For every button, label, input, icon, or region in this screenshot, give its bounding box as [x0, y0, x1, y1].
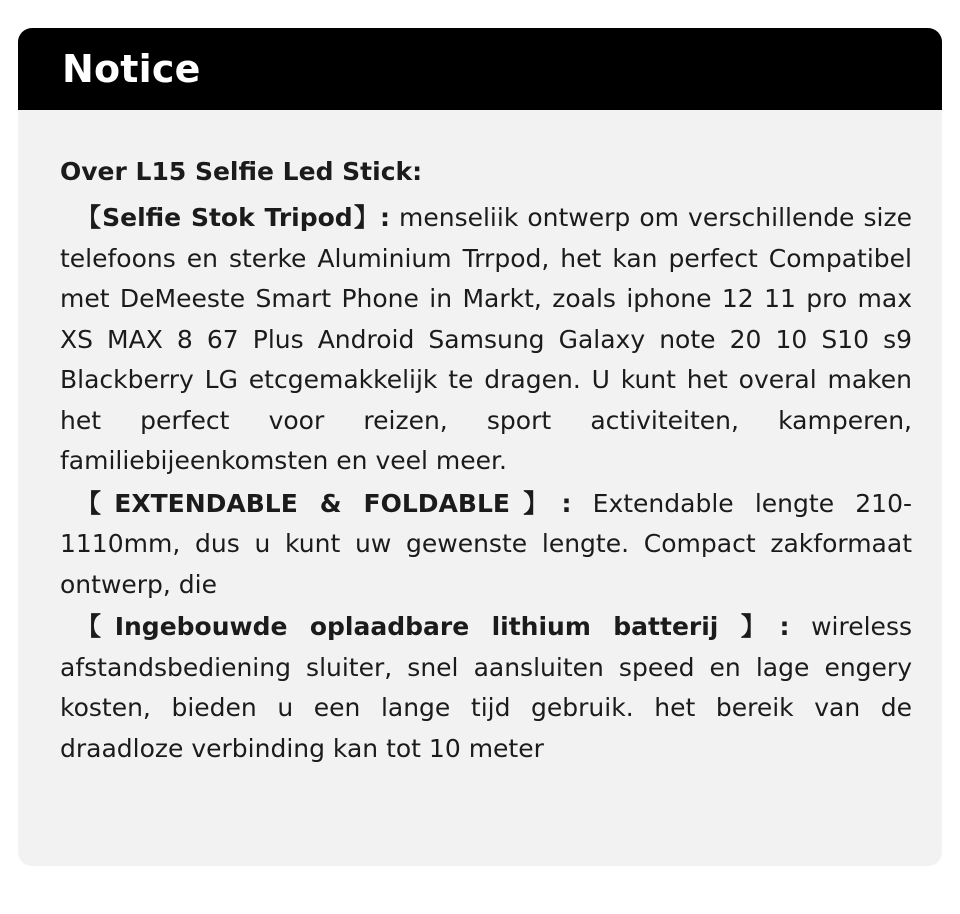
notice-header [18, 28, 942, 110]
feature-paragraph-battery [60, 607, 912, 769]
feature-paragraph-extendable [60, 484, 912, 606]
product-section-title: Over L15 Selfie Led Stick: [60, 157, 423, 186]
feature-text-battery: wireless afstandsbediening sluiter, snel aansluiten speed en lage engery kosten, bieden u een lange tijd gebruik. het bereik van de draadloze verbinding kan tot 10 meter [60, 612, 912, 763]
feature-text-tripod: menseliik ontwerp om verschillende size telefoons en sterke Aluminium Trrpod, het kan perfect Compatibel met DeMeeste Smart Phone in Markt, zoals iphone 12 11 pro max XS MAX 8 67 Plus Android Samsung Galaxy note 20 10 S10 s9 Blackberry LG etcgemakkelijk te dragen. U kunt het overal maken het perfect voor reizen, sport activiteiten, kamperen, familiebijeenkomsten en veel meer. [60, 203, 912, 475]
feature-text-extendable: Extendable lengte 210-1110mm, dus u kunt uw gewenste lengte. Compact zakformaat ontwerp, die [60, 488, 913, 599]
feature-paragraph-tripod [60, 198, 912, 482]
notice-header-title: Notice [62, 47, 201, 91]
feature-label-extendable: 【EXTENDABLE & FOLDABLE】: [76, 488, 572, 518]
notice-body [18, 110, 942, 791]
notice-card [18, 28, 942, 866]
feature-label-tripod: 【Selfie Stok Tripod】: [76, 203, 390, 232]
feature-label-battery: 【Ingebouwde oplaadbare lithium batterij 】: [76, 612, 790, 641]
